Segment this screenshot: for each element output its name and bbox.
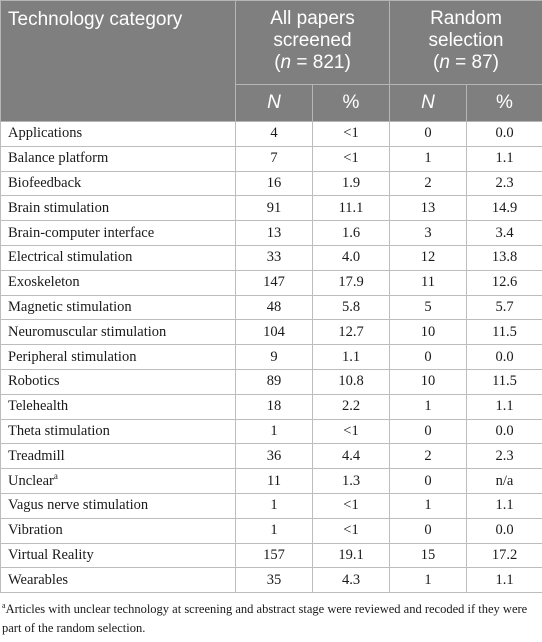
cell-technology-name [1, 568, 236, 593]
cell-random-n: 0 [390, 469, 467, 494]
cell-all-n: 36 [236, 444, 313, 469]
header-random-n-open: ( [432, 52, 440, 73]
table-header [1, 1, 542, 122]
table-row [1, 419, 542, 444]
header-n-all [236, 85, 313, 122]
table-row [1, 369, 542, 394]
technology-name: Peripheral stimulation [8, 348, 137, 365]
technology-name: Neuromuscular stimulation [8, 323, 167, 340]
cell-random-n: 3 [390, 221, 467, 246]
cell-technology-name [1, 493, 236, 518]
header-n-random [390, 85, 467, 122]
table-row [1, 320, 542, 345]
cell-technology-name [1, 221, 236, 246]
technology-name: Magnetic stimulation [8, 298, 132, 315]
header-technology-category: Technology category [1, 1, 236, 122]
cell-all-n: 11 [236, 469, 313, 494]
cell-all-n: 1 [236, 518, 313, 543]
table-row [1, 122, 542, 147]
cell-all-pct: 5.8 [313, 295, 390, 320]
cell-random-n: 2 [390, 444, 467, 469]
cell-random-n: 1 [390, 568, 467, 593]
technology-name: Telehealth [8, 398, 69, 415]
cell-all-pct: 17.9 [313, 270, 390, 295]
cell-random-pct: 1.1 [467, 394, 542, 419]
table-row [1, 196, 542, 221]
footnote-reference: a [53, 470, 58, 481]
cell-all-n: 9 [236, 345, 313, 370]
cell-random-n: 11 [390, 270, 467, 295]
cell-random-n: 10 [390, 320, 467, 345]
cell-random-pct: 0.0 [467, 122, 542, 147]
technology-name: Balance platform [8, 150, 109, 167]
cell-random-n: 13 [390, 196, 467, 221]
cell-all-n: 48 [236, 295, 313, 320]
cell-random-pct: 17.2 [467, 543, 542, 568]
cell-all-pct: <1 [313, 419, 390, 444]
cell-technology-name [1, 295, 236, 320]
cell-all-n: 7 [236, 146, 313, 171]
cell-technology-name [1, 270, 236, 295]
cell-technology-name [1, 122, 236, 147]
technology-name: Vibration [8, 522, 63, 539]
cell-all-n: 147 [236, 270, 313, 295]
cell-random-pct: 2.3 [467, 171, 542, 196]
cell-random-pct: n/a [467, 469, 542, 494]
cell-random-pct: 3.4 [467, 221, 542, 246]
cell-all-pct: 12.7 [313, 320, 390, 345]
table-row [1, 295, 542, 320]
cell-technology-name [1, 469, 236, 494]
header-pct-random: % [467, 85, 542, 122]
cell-random-pct: 1.1 [467, 568, 542, 593]
header-all-papers-n-value: = 821) [291, 52, 351, 73]
technology-name: Virtual Reality [8, 546, 94, 563]
footnote-marker: a [2, 600, 6, 610]
cell-random-n: 1 [390, 394, 467, 419]
cell-random-n: 5 [390, 295, 467, 320]
cell-all-n: 16 [236, 171, 313, 196]
cell-technology-name [1, 196, 236, 221]
header-all-papers-line1: All papers [270, 8, 355, 29]
technology-name: Theta stimulation [8, 422, 110, 439]
cell-random-n: 10 [390, 369, 467, 394]
table-row [1, 245, 542, 270]
cell-random-pct: 5.7 [467, 295, 542, 320]
cell-random-pct: 11.5 [467, 320, 542, 345]
cell-random-n: 15 [390, 543, 467, 568]
cell-all-pct: <1 [313, 122, 390, 147]
table-row [1, 345, 542, 370]
cell-random-n: 0 [390, 419, 467, 444]
header-all-papers-screened [236, 1, 390, 85]
cell-all-pct: 19.1 [313, 543, 390, 568]
cell-all-pct: <1 [313, 146, 390, 171]
cell-all-n: 1 [236, 419, 313, 444]
cell-technology-name [1, 345, 236, 370]
cell-random-pct: 1.1 [467, 146, 542, 171]
cell-random-pct: 11.5 [467, 369, 542, 394]
cell-all-n: 33 [236, 245, 313, 270]
cell-all-n: 104 [236, 320, 313, 345]
technology-name: Vagus nerve stimulation [8, 497, 149, 514]
table-row [1, 444, 542, 469]
cell-all-pct: 1.9 [313, 171, 390, 196]
cell-all-pct: 10.8 [313, 369, 390, 394]
cell-technology-name [1, 543, 236, 568]
cell-all-pct: 1.3 [313, 469, 390, 494]
cell-random-pct: 13.8 [467, 245, 542, 270]
footnote-text: Articles with unclear technology at screening and abstract stage were reviewed and recoded if they were part of the random selection. [2, 602, 528, 635]
technology-name: Applications [8, 125, 83, 142]
cell-all-n: 4 [236, 122, 313, 147]
technology-name: Electrical stimulation [8, 249, 133, 266]
header-random-line1: Random [430, 8, 502, 29]
cell-all-pct: 4.3 [313, 568, 390, 593]
table-row [1, 518, 542, 543]
cell-technology-name [1, 419, 236, 444]
cell-technology-name [1, 146, 236, 171]
cell-all-n: 157 [236, 543, 313, 568]
table-row [1, 221, 542, 246]
cell-all-pct: 4.4 [313, 444, 390, 469]
cell-all-pct: 11.1 [313, 196, 390, 221]
table-footnote [2, 600, 542, 638]
header-row-groups [1, 1, 542, 85]
cell-random-pct: 12.6 [467, 270, 542, 295]
cell-all-n: 13 [236, 221, 313, 246]
cell-all-n: 1 [236, 493, 313, 518]
cell-technology-name [1, 171, 236, 196]
cell-technology-name [1, 369, 236, 394]
cell-all-pct: <1 [313, 493, 390, 518]
cell-random-pct: 0.0 [467, 419, 542, 444]
header-random-selection [390, 1, 542, 85]
header-pct-all: % [313, 85, 390, 122]
cell-all-n: 35 [236, 568, 313, 593]
header-n-all-label: N [267, 92, 281, 113]
cell-random-pct: 0.0 [467, 345, 542, 370]
technology-name: Biofeedback [8, 174, 82, 191]
cell-random-pct: 14.9 [467, 196, 542, 221]
cell-technology-name [1, 394, 236, 419]
header-all-papers-n-open: ( [274, 52, 281, 73]
cell-technology-name [1, 320, 236, 345]
table-row [1, 270, 542, 295]
cell-all-pct: 2.2 [313, 394, 390, 419]
header-random-n-symbol: n [439, 52, 450, 73]
technology-name: Treadmill [8, 447, 65, 464]
cell-technology-name [1, 518, 236, 543]
technology-name: Robotics [8, 373, 60, 390]
cell-all-pct: 1.1 [313, 345, 390, 370]
header-random-line2: selection [428, 30, 504, 51]
technology-name: Exoskeleton [8, 274, 80, 291]
header-all-papers-line2: screened [273, 30, 352, 51]
cell-technology-name [1, 444, 236, 469]
header-random-n-value: = 87) [449, 52, 500, 73]
cell-all-pct: 4.0 [313, 245, 390, 270]
table-row [1, 146, 542, 171]
cell-random-n: 2 [390, 171, 467, 196]
cell-all-n: 18 [236, 394, 313, 419]
header-all-papers-n-symbol: n [280, 52, 292, 73]
cell-all-n: 89 [236, 369, 313, 394]
technology-name: Brain stimulation [8, 199, 110, 216]
technology-name: Unclear [8, 472, 54, 489]
cell-all-pct: 1.6 [313, 221, 390, 246]
technology-name: Brain-computer interface [8, 224, 155, 241]
header-n-random-label: N [421, 92, 435, 113]
cell-random-n: 0 [390, 122, 467, 147]
cell-random-pct: 2.3 [467, 444, 542, 469]
table-row [1, 493, 542, 518]
cell-all-n: 91 [236, 196, 313, 221]
table-row [1, 568, 542, 593]
table-body [1, 122, 542, 593]
cell-all-pct: <1 [313, 518, 390, 543]
cell-random-n: 12 [390, 245, 467, 270]
technology-name: Wearables [8, 571, 69, 588]
table-row [1, 171, 542, 196]
cell-random-n: 1 [390, 493, 467, 518]
table-row [1, 469, 542, 494]
cell-random-pct: 1.1 [467, 493, 542, 518]
cell-random-n: 1 [390, 146, 467, 171]
table-row [1, 543, 542, 568]
cell-random-pct: 0.0 [467, 518, 542, 543]
cell-technology-name [1, 245, 236, 270]
cell-random-n: 0 [390, 345, 467, 370]
table-row [1, 394, 542, 419]
cell-random-n: 0 [390, 518, 467, 543]
